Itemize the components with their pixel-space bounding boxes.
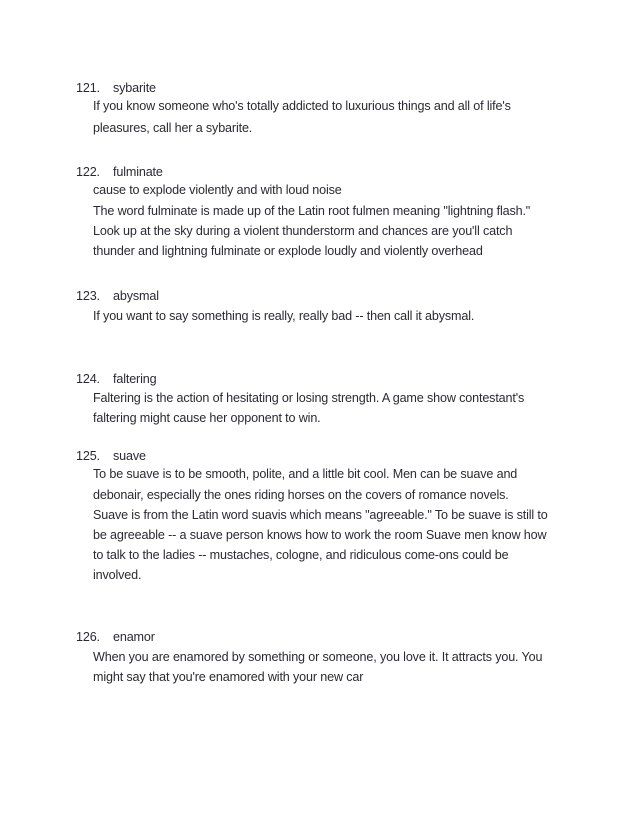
definition-line: If you know someone who's totally addicted to luxurious things and all of life's — [93, 99, 511, 113]
entry-word: faltering — [113, 372, 157, 386]
entry-number: 121. — [76, 81, 100, 95]
definition-line: Suave is from the Latin word suavis which means "agreeable." To be suave is still to — [93, 508, 548, 522]
entry-number: 123. — [76, 289, 100, 303]
entry-number: 125. — [76, 449, 100, 463]
definition-line: involved. — [93, 568, 142, 582]
entry-heading — [76, 287, 159, 306]
definition-line: When you are enamored by something or someone, you love it. It attracts you. You — [93, 650, 543, 664]
entry-heading — [76, 370, 156, 389]
definition-line: Look up at the sky during a violent thunderstorm and chances are you'll catch — [93, 224, 513, 238]
definition-line: to talk to the ladies -- mustaches, cologne, and ridiculous come-ons could be — [93, 548, 509, 562]
definition-line: thunder and lightning fulminate or explode loudly and violently overhead — [93, 244, 483, 258]
definition-line: The word fulminate is made up of the Latin root fulmen meaning "lightning flash." — [93, 204, 531, 218]
entry-word: sybarite — [113, 81, 156, 95]
entry-heading — [76, 628, 155, 647]
definition-line: cause to explode violently and with loud noise — [93, 183, 342, 197]
definition-line: might say that you're enamored with your new car — [93, 670, 364, 684]
entry-number: 126. — [76, 630, 100, 644]
entry-word: enamor — [113, 630, 155, 644]
definition-line: Faltering is the action of hesitating or losing strength. A game show contestant's — [93, 391, 525, 405]
entry-number: 122. — [76, 165, 100, 179]
entry-number: 124. — [76, 372, 100, 386]
definition-line: faltering might cause her opponent to win. — [93, 411, 321, 425]
entry-word: fulminate — [113, 165, 163, 179]
definition-line: To be suave is to be smooth, polite, and a little bit cool. Men can be suave and — [93, 467, 518, 481]
definition-line: pleasures, call her a sybarite. — [93, 121, 253, 135]
entry-word: suave — [113, 449, 146, 463]
definition-line: If you want to say something is really, really bad -- then call it abysmal. — [93, 309, 475, 323]
definition-line: debonair, especially the ones riding horses on the covers of romance novels. — [93, 488, 509, 502]
definition-line: be agreeable -- a suave person knows how to work the room Suave men know how — [93, 528, 547, 542]
entry-word: abysmal — [113, 289, 159, 303]
